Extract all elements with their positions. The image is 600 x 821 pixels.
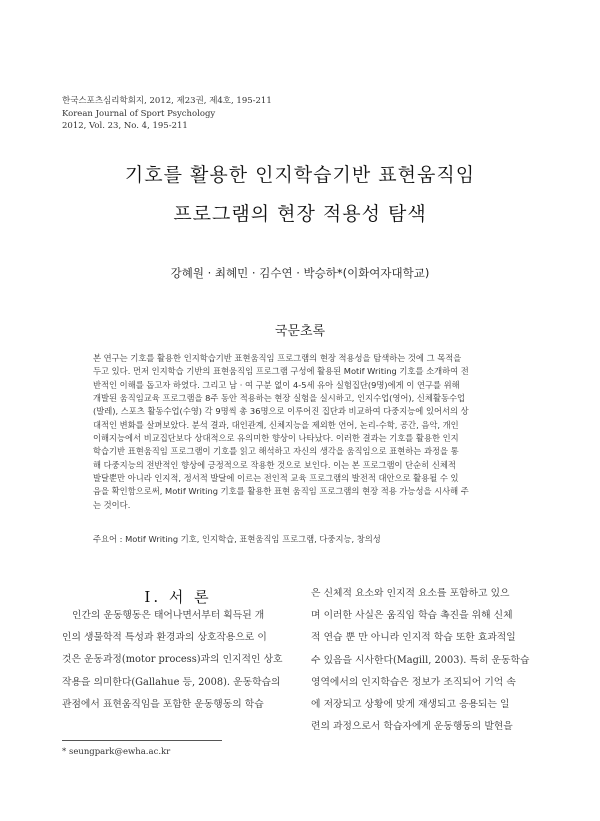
body-line: 적 연습 뿐 만 아니라 인지적 학습 또한 효과적일 — [311, 632, 516, 644]
body-left-column — [62, 605, 298, 716]
abstract-line: 대적인 변화를 살펴보았다. 분석 결과, 대인관계, 신체지능을 제외한 언어, 논리-수학, 공간, 음악, 개인 — [93, 419, 459, 430]
body-line: 인간의 운동행동은 태어나면서부터 획득된 개 — [72, 610, 265, 621]
abstract-line: 해 다중지능의 전반적인 향상에 긍정적으로 작용한 것으로 보인다. 이는 본 프로그램이 단순히 신체적 — [93, 459, 456, 470]
abstract-line: 두고 있다. 먼저 인지학습 기반의 표현움직임 프로그램 구성에 활용된 Motif Writing 기호를 소개하여 전 — [93, 366, 469, 377]
abstract-line: 본 연구는 기호를 활용한 인지학습기반 표현움직임 프로그램의 현장 적용성을 탐색하는 것에 그 목적을 — [93, 353, 462, 363]
abstract-line: 음을 확인함으로써, Motif Writing 기호를 활용한 표현 움직임 프로그램의 현장 적용 가능성을 시사해 주 — [93, 486, 469, 497]
abstract-line: 학습기반 표현움직임 프로그램이 기호를 읽고 해석하고 자신의 생각을 움직임으로 표현하는 과정을 통 — [93, 446, 459, 457]
abstract-line: 개발된 움직임교육 프로그램을 8주 동안 적용하는 현장 실험을 실시하고, 인지수업(영어), 신체활동수업 — [93, 393, 466, 404]
body-right-column — [311, 583, 547, 738]
journal-line-korean: 한국스포츠심리학회지, 2012, 제23권, 제4호, 195-211 — [62, 96, 272, 106]
abstract-body — [93, 352, 503, 512]
keywords: 주요어 : Motif Writing 기호, 인지학습, 표현움직임 프로그램, 다중지능, 창의성 — [93, 534, 381, 544]
body-line: 작용을 의미한다(Gallahue 등, 2008). 운동학습의 — [62, 676, 281, 688]
body-line: 련의 과정으로서 학습자에게 운동행동의 발현을 — [311, 721, 513, 733]
abstract-line: 는 것이다. — [93, 499, 131, 510]
body-line: 며 이러한 사실은 움직임 학습 촉진을 위해 신체 — [311, 610, 513, 622]
journal-line-english: Korean Journal of Sport Psychology — [62, 108, 216, 119]
paper-title-line-2: 프로그램의 현장 적용성 탐색 — [173, 203, 427, 225]
abstract-line: 발달뿐만 아니라 인지적, 정서적 발달에 이르는 전인적 교육 프로그램의 발전적 대안으로 활용될 수 있 — [93, 473, 459, 484]
body-line: 수 있음을 시사한다(Magill, 2003). 특히 운동학습 — [311, 654, 530, 666]
journal-line-volume: 2012, Vol. 23, No. 4, 195-211 — [62, 121, 188, 131]
section-title: Ⅰ. 서 론 — [144, 588, 212, 606]
body-line: 인의 생물학적 특성과 환경과의 상호작용으로 이 — [62, 632, 267, 644]
author-list: 강혜원 · 최혜민 · 김수연 · 박승하*(이화여자대학교) — [170, 266, 430, 280]
journal-header — [62, 95, 272, 133]
footnote-divider — [62, 740, 222, 741]
abstract-line: 반적인 이해를 돕고자 하였다. 그리고 남 · 여 구분 없이 4-5세 유아 실험집단(9명)에게 이 연구를 위해 — [93, 379, 460, 390]
body-line: 것은 운동과정(motor process)과의 인지적인 상호 — [62, 654, 283, 666]
body-line: 에 저장되고 상황에 맞게 재생되고 응용되는 일 — [311, 699, 510, 711]
abstract-heading: 국문초록 — [274, 324, 326, 339]
abstract-line: (발레), 스포츠 활동수업(수영) 각 9명씩 총 36명으로 이루어진 집단과 비교하여 다중지능에 있어서의 상 — [93, 406, 469, 417]
body-line: 은 신체적 요소와 인지적 요소를 포함하고 있으 — [311, 588, 510, 599]
body-line: 관점에서 표현움직임을 포함한 운동행동의 학습 — [62, 698, 264, 710]
abstract-line: 이해지능에서 비교집단보다 상대적으로 유의미한 향상이 나타났다. 이러한 결과는 기호를 활용한 인지 — [93, 433, 459, 444]
paper-title-line-1: 기호를 활용한 인지학습기반 표현움직임 — [124, 164, 476, 186]
body-line: 영역에서의 인지학습은 정보가 조직되어 기억 속 — [311, 676, 516, 688]
footnote-email: * seungpark@ewha.ac.kr — [62, 747, 171, 757]
